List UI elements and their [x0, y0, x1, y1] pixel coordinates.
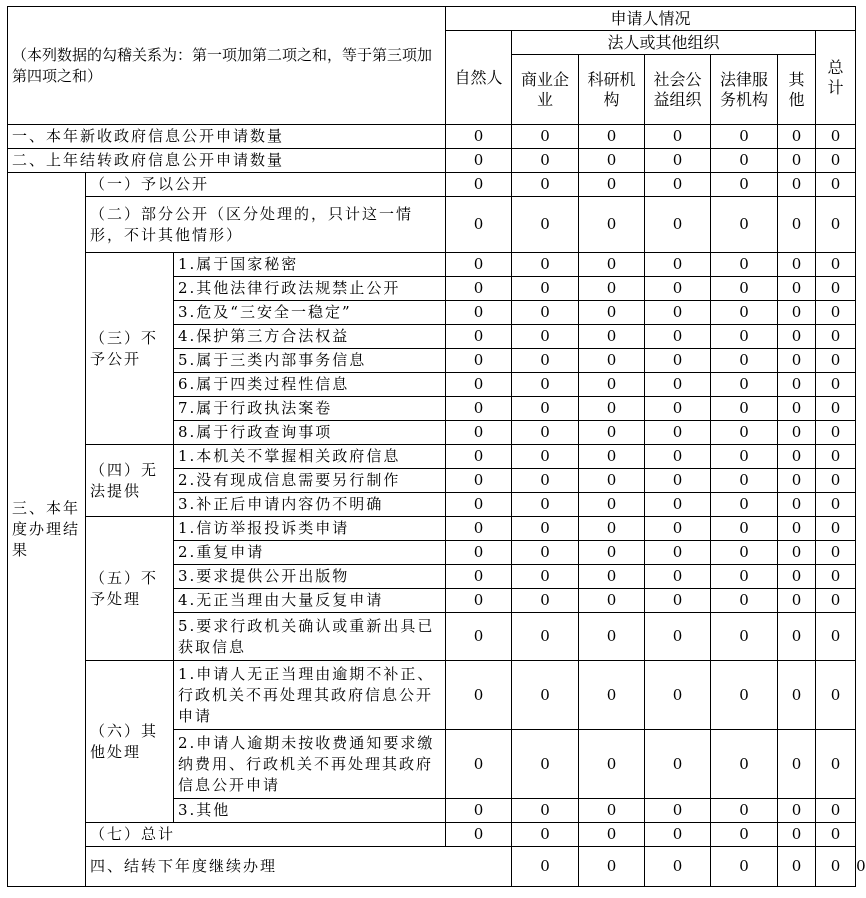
item-label: 4.无正当理由大量反复申请: [174, 589, 446, 613]
item-label: 4.保护第三方合法权益: [174, 325, 446, 349]
cell-value: 0: [778, 541, 816, 565]
cell-value: 0: [579, 125, 645, 149]
cell-value: 0: [645, 493, 711, 517]
cell-value: 0: [446, 397, 512, 421]
cell-value: 0: [446, 125, 512, 149]
cell-value: 0: [816, 541, 856, 565]
cell-value: 0: [579, 661, 645, 730]
cell-value: 0: [512, 301, 579, 325]
row-label-carried: 二、上年结转政府信息公开申请数量: [8, 149, 446, 173]
cell-value: 0: [446, 469, 512, 493]
header-other: 其他: [778, 55, 816, 125]
cell-value: 0: [446, 613, 512, 661]
cell-value: 0: [816, 373, 856, 397]
row-label-results: 三、本年度办理结果: [8, 173, 86, 887]
cell-value: 0: [512, 565, 579, 589]
group-label-2: （二）部分公开（区分处理的，只计这一情形，不计其他情形）: [86, 197, 446, 253]
item-label: 3.要求提供公开出版物: [174, 565, 446, 589]
item-label: 3.危及“三安全一稳定”: [174, 301, 446, 325]
cell-value: 0: [446, 421, 512, 445]
cell-value: 0: [711, 173, 778, 197]
table-row: [8, 125, 856, 149]
cell-value: 0: [711, 613, 778, 661]
cell-value: 0: [711, 325, 778, 349]
cell-value: 0: [645, 373, 711, 397]
cell-value: 0: [816, 730, 856, 799]
cell-value: 0: [711, 253, 778, 277]
cell-value: 0: [512, 125, 579, 149]
cell-value: 0: [645, 661, 711, 730]
cell-value: 0: [645, 445, 711, 469]
cell-value: 0: [778, 125, 816, 149]
cell-value: 0: [711, 823, 778, 847]
group-label-5: （五）不予处理: [86, 517, 174, 661]
cell-value: 0: [446, 799, 512, 823]
item-label: 7.属于行政执法案卷: [174, 397, 446, 421]
cell-value: 0: [711, 421, 778, 445]
item-label: 3.补正后申请内容仍不明确: [174, 493, 446, 517]
cell-value: 0: [645, 823, 711, 847]
cell-value: 0: [512, 517, 579, 541]
cell-value: 0: [579, 541, 645, 565]
item-label: 2.申请人逾期未按收费通知要求缴纳费用、行政机关不再处理其政府信息公开申请: [174, 730, 446, 799]
table-row: [8, 517, 856, 541]
cell-value: 0: [512, 541, 579, 565]
cell-value: 0: [446, 149, 512, 173]
cell-value: 0: [446, 541, 512, 565]
cell-value: 0: [645, 173, 711, 197]
cell-value: 0: [778, 349, 816, 373]
cell-value: 0: [778, 325, 816, 349]
cell-value: 0: [816, 277, 856, 301]
cell-value: 0: [645, 125, 711, 149]
cell-value: 0: [512, 397, 579, 421]
cell-value: 0: [645, 253, 711, 277]
cell-value: 0: [645, 613, 711, 661]
cell-value: 0: [711, 125, 778, 149]
cell-value: 0: [446, 823, 512, 847]
table-row: [8, 661, 856, 730]
cell-value: 0: [645, 397, 711, 421]
cell-value: 0: [778, 397, 816, 421]
cell-value: 0: [816, 325, 856, 349]
cell-value: 0: [711, 149, 778, 173]
table-row: [8, 149, 856, 173]
cell-value: 0: [579, 445, 645, 469]
cell-value: 0: [711, 517, 778, 541]
cell-value: 0: [778, 421, 816, 445]
header-applicant: 申请人情况: [446, 7, 856, 31]
cell-value: 0: [512, 589, 579, 613]
cell-value: 0: [645, 277, 711, 301]
cell-value: 0: [711, 541, 778, 565]
cell-value: 0: [711, 589, 778, 613]
cell-value: 0: [512, 445, 579, 469]
cell-value: 0: [645, 349, 711, 373]
cell-value: 0: [778, 277, 816, 301]
header-research: 科研机构: [579, 55, 645, 125]
cell-value: 0: [512, 613, 579, 661]
cell-value: 0: [645, 565, 711, 589]
cell-value: 0: [711, 445, 778, 469]
header-natural-person: 自然人: [446, 31, 512, 125]
cell-value: 0: [778, 661, 816, 730]
cell-value: 0: [711, 373, 778, 397]
cell-value: 0: [579, 373, 645, 397]
cell-value: 0: [512, 493, 579, 517]
cell-value: 0: [711, 565, 778, 589]
cell-value: 0: [446, 517, 512, 541]
item-label: 1.本机关不掌握相关政府信息: [174, 445, 446, 469]
cell-value: 0: [816, 173, 856, 197]
cell-value: 0: [778, 589, 816, 613]
cell-value: 0: [711, 847, 778, 887]
cell-value: 0: [512, 469, 579, 493]
cell-value: 0: [778, 823, 816, 847]
cell-value: 0: [579, 253, 645, 277]
cell-value: 0: [579, 197, 645, 253]
cell-value: 0: [778, 613, 816, 661]
cell-value: 0: [778, 373, 816, 397]
cell-value: 0: [446, 493, 512, 517]
cell-value: 0: [778, 253, 816, 277]
table-row: [8, 823, 856, 847]
gov-info-disclosure-table: [7, 6, 866, 887]
cell-value: 0: [512, 253, 579, 277]
cell-value: 0: [711, 301, 778, 325]
cell-value: 0: [816, 421, 856, 445]
cell-value: 0: [816, 565, 856, 589]
item-label: 1.申请人无正当理由逾期不补正、行政机关不再处理其政府信息公开申请: [174, 661, 446, 730]
cell-value: 0: [579, 397, 645, 421]
cell-value: 0: [579, 823, 645, 847]
cell-value: 0: [711, 469, 778, 493]
cell-value: 0: [778, 493, 816, 517]
row-label-next-year: 四、结转下年度继续办理: [86, 847, 512, 887]
cell-value: 0: [711, 661, 778, 730]
cell-value: 0: [446, 253, 512, 277]
cell-value: 0: [446, 373, 512, 397]
cell-value: 0: [446, 589, 512, 613]
cell-value: 0: [446, 325, 512, 349]
cell-value: 0: [816, 445, 856, 469]
item-label: 3.其他: [174, 799, 446, 823]
item-label: 2.其他法律行政法规禁止公开: [174, 277, 446, 301]
cell-value: 0: [816, 589, 856, 613]
cell-value: 0: [778, 149, 816, 173]
cell-value: 0: [816, 301, 856, 325]
group-label-3: （三）不予公开: [86, 253, 174, 445]
cell-value: 0: [778, 730, 816, 799]
cell-value: 0: [512, 847, 579, 887]
header-commercial: 商业企业: [512, 55, 579, 125]
cell-value: 0: [446, 730, 512, 799]
cell-value: 0: [512, 349, 579, 373]
cell-value: 0: [512, 197, 579, 253]
cell-value: 0: [778, 517, 816, 541]
cell-value: 0: [512, 823, 579, 847]
cell-value: 0: [816, 613, 856, 661]
cell-value: 0: [579, 469, 645, 493]
cell-value: 0: [579, 493, 645, 517]
item-label: 2.重复申请: [174, 541, 446, 565]
cell-value: 0: [778, 469, 816, 493]
item-label: 2.没有现成信息需要另行制作: [174, 469, 446, 493]
cell-value: 0: [579, 301, 645, 325]
cell-value: 0: [446, 565, 512, 589]
group-label-1: （一）予以公开: [86, 173, 446, 197]
cell-value: 0: [579, 517, 645, 541]
cell-value: 0: [446, 173, 512, 197]
cell-value: 0: [778, 197, 816, 253]
item-label: 1.信访举报投诉类申请: [174, 517, 446, 541]
cell-value: 0: [816, 125, 856, 149]
cell-value: 0: [711, 277, 778, 301]
cell-value: 0: [446, 349, 512, 373]
cell-value: 0: [579, 589, 645, 613]
cell-value: 0: [645, 149, 711, 173]
cell-value: 0: [579, 730, 645, 799]
cell-value: 0: [512, 325, 579, 349]
cell-value: 0: [645, 589, 711, 613]
cell-value: 0: [645, 469, 711, 493]
cell-value: 0: [645, 301, 711, 325]
cell-value: 0: [446, 445, 512, 469]
cell-value: 0: [645, 197, 711, 253]
item-label: 1.属于国家秘密: [174, 253, 446, 277]
header-legal-service: 法律服务机构: [711, 55, 778, 125]
cell-value: 0: [816, 349, 856, 373]
cell-value: 0: [512, 730, 579, 799]
cell-value: 0: [711, 730, 778, 799]
cell-value: 0: [446, 277, 512, 301]
table-row: [8, 173, 856, 197]
cell-value: 0: [778, 565, 816, 589]
cell-value: 0: [645, 541, 711, 565]
cell-value: 0: [645, 517, 711, 541]
cell-value: 0: [512, 173, 579, 197]
cell-value: 0: [816, 149, 856, 173]
cell-value: 0: [645, 325, 711, 349]
header-social: 社会公益组织: [645, 55, 711, 125]
cell-value: 0: [711, 349, 778, 373]
group-label-4: （四）无法提供: [86, 445, 174, 517]
cell-value: 0: [816, 397, 856, 421]
cell-value: 0: [645, 847, 711, 887]
group-label-7: （七）总计: [86, 823, 446, 847]
item-label: 6.属于四类过程性信息: [174, 373, 446, 397]
header-total: 总计: [816, 31, 856, 125]
cell-value: 0: [579, 613, 645, 661]
cell-value: 0: [579, 565, 645, 589]
cell-value: 0: [816, 253, 856, 277]
cell-value: 0: [645, 799, 711, 823]
header-note: （本列数据的勾稽关系为：第一项加第二项之和，等于第三项加第四项之和）: [8, 7, 446, 125]
item-label: 8.属于行政查询事项: [174, 421, 446, 445]
table-row: [8, 197, 856, 253]
cell-value: 0: [711, 493, 778, 517]
cell-value: 0: [711, 799, 778, 823]
cell-value: 0: [579, 349, 645, 373]
cell-value: 0: [816, 469, 856, 493]
cell-value: 0: [816, 493, 856, 517]
cell-value: 0: [645, 730, 711, 799]
cell-value: 0: [446, 661, 512, 730]
table-row: 四、结转下年度继续办理 0 0 0 0 0 0 0: [8, 847, 856, 887]
cell-value: 0: [778, 847, 816, 887]
cell-value: 0: [512, 421, 579, 445]
cell-value: 0: [816, 847, 856, 887]
item-label: 5.属于三类内部事务信息: [174, 349, 446, 373]
cell-value: 0: [512, 799, 579, 823]
cell-value: 0: [579, 847, 645, 887]
cell-value: 0: [446, 197, 512, 253]
cell-value: 0: [512, 149, 579, 173]
cell-value: 0: [579, 421, 645, 445]
cell-value: 0: [512, 373, 579, 397]
cell-value: 0: [711, 197, 778, 253]
cell-value: 0: [816, 799, 856, 823]
cell-value: 0: [711, 397, 778, 421]
cell-value: 0: [816, 517, 856, 541]
item-label: 5.要求行政机关确认或重新出具已获取信息: [174, 613, 446, 661]
cell-value: 0: [816, 661, 856, 730]
table-row: [8, 445, 856, 469]
cell-value: 0: [778, 173, 816, 197]
cell-value: 0: [512, 277, 579, 301]
table-row: [8, 253, 856, 277]
cell-value: 0: [579, 799, 645, 823]
cell-value: 0: [778, 301, 816, 325]
cell-value: 0: [816, 197, 856, 253]
group-label-6: （六）其他处理: [86, 661, 174, 823]
cell-value: 0: [778, 799, 816, 823]
cell-value: 0: [579, 277, 645, 301]
row-label-new: 一、本年新收政府信息公开申请数量: [8, 125, 446, 149]
cell-value: 0: [579, 149, 645, 173]
cell-value: 0: [512, 661, 579, 730]
cell-value: 0: [778, 445, 816, 469]
cell-value: 0: [645, 421, 711, 445]
header-legal-org: 法人或其他组织: [512, 31, 816, 55]
cell-value: 0: [579, 325, 645, 349]
cell-value: 0: [446, 301, 512, 325]
cell-value: 0: [816, 823, 856, 847]
cell-value: 0: [579, 173, 645, 197]
